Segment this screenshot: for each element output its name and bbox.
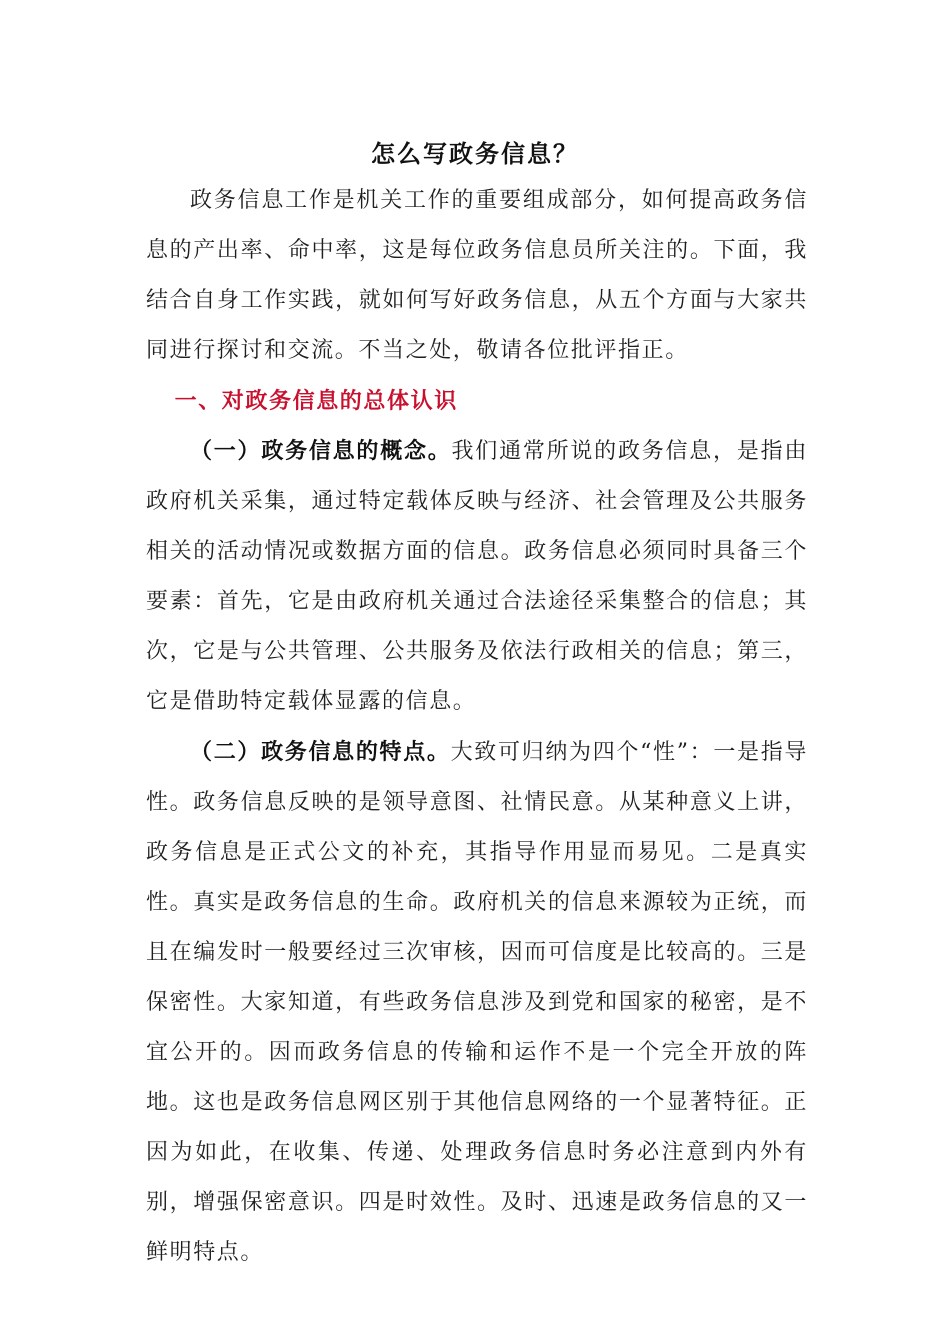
subsection-concept-title: （一）政务信息的概念。	[190, 438, 452, 464]
subsection-features-text: 大致可归纳为四个“性”：一是指导性。政务信息反映的是领导意图、社情民意。从某种意义上讲，政务信息是正式公文的补充，其指导作用显而易见。二是真实性。真实是政务信息的生命。政府机关的信息来源较为正统，而且在编发时一般要经过三次审核，因而可信度是比较高的。三是保密性。大家知道，有些政务信息涉及到党和国家的秘密，是不宜公开的。因而政务信息的传输和运作不是一个完全开放的阵地。这也是政务信息网区别于其他信息网络的一个显著特征。正因为如此，在收集、传递、处理政务信息时务必注意到内外有别，增强保密意识。四是时效性。及时、迅速是政务信息的又一鲜明特点。	[146, 740, 808, 1265]
intro-paragraph: 政务信息工作是机关工作的重要组成部分，如何提高政务信息的产出率、命中率，这是每位政务信息员所关注的。下面，我结合自身工作实践，就如何写好政务信息，从五个方面与大家共同进行探讨和交流。不当之处，敬请各位批评指正。	[146, 188, 808, 363]
subsection-concept-text: 我们通常所说的政务信息，是指由政府机关采集，通过特定载体反映与经济、社会管理及公共服务相关的活动情况或数据方面的信息。政务信息必须同时具备三个要素：首先，它是由政府机关通过合法途径采集整合的信息；其次，它是与公共管理、公共服务及依法行政相关的信息；第三，它是借助特定载体显露的信息。	[146, 439, 808, 714]
subsection-concept	[146, 426, 808, 727]
section-heading-1: 一、对政务信息的总体认识	[174, 388, 458, 414]
subsection-features-title: （二）政务信息的特点。	[190, 739, 451, 765]
document-body	[146, 176, 808, 1278]
page-title: 怎么写政务信息？	[371, 139, 579, 168]
subsection-features	[146, 727, 808, 1278]
